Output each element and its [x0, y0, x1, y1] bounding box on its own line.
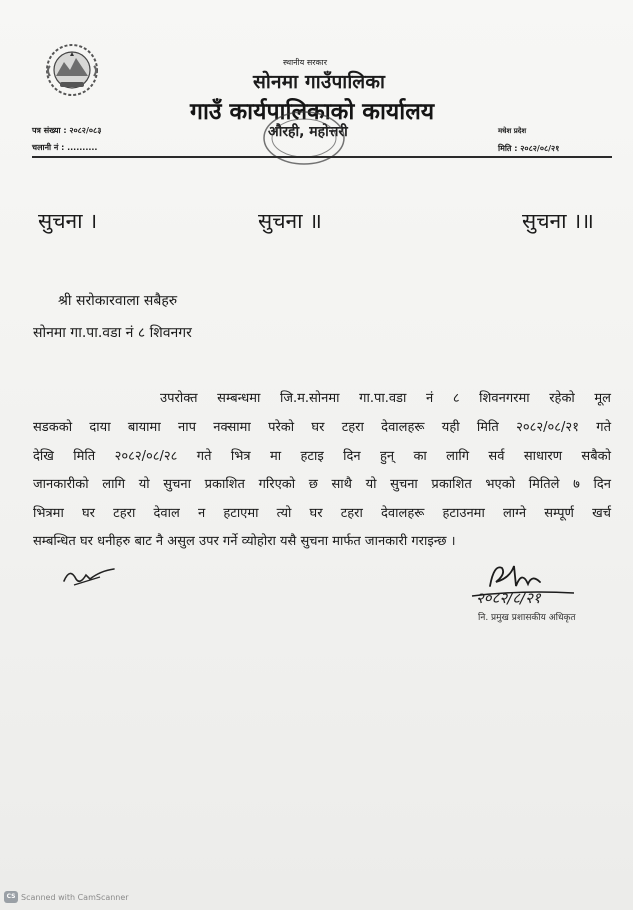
office-stamp-icon [258, 108, 350, 168]
signature-date: २०८२/८/२१ [476, 589, 541, 607]
body-line-3: देखि मिति २०८२/०८/२८ गते भित्र मा हटाइ दिन हुन् का लागि सर्व साधारण सबैको [33, 449, 611, 464]
reference-number: पत्र संख्या : २०८२/०८३ [32, 126, 102, 135]
scanner-text: Scanned with CamScanner [21, 892, 129, 902]
camscanner-logo: CS [4, 891, 18, 903]
body-line-6: सम्बन्धित घर धनीहरु बाट नै असुल उपर गर्ने व्योहोरा यसै सुचना मार्फत जानकारी गराइन्छ । [33, 534, 456, 549]
nepal-emblem-icon [42, 42, 102, 98]
body-line-1: उपरोक्त सम्बन्धमा जि.म.सोनमा गा.पा.वडा नं ८ शिवनगरमा रहेको मूल [160, 391, 611, 406]
scanner-watermark [4, 891, 129, 903]
office-name: गाउँ कार्यपालिकाको कार्यालय [190, 99, 435, 125]
municipality-name: सोनमा गाउँपालिका [253, 71, 386, 93]
office-place: औरही, महोत्तरी [268, 124, 348, 140]
signatory-title: नि. प्रमुख प्रशासकीय अधिकृत [478, 613, 576, 623]
local-gov-label: स्थानीय सरकार [283, 58, 327, 67]
notice-heading-left: सुचना । [38, 209, 98, 233]
handwritten-initials-icon [60, 563, 118, 589]
recipient-line-1: श्री सरोकारवाला सबैहरु [58, 293, 178, 309]
notice-heading-right: सुचना ।॥ [522, 209, 594, 233]
body-line-5: भित्रमा घर टहरा देवाल न हटाएमा त्यो घर टहरा देवालहरू हटाउनमा लाग्ने सम्पूर्ण खर्च [33, 506, 611, 521]
recipient-line-2: सोनमा गा.पा.वडा नं ८ शिवनगर [33, 325, 192, 341]
body-line-2: सडकको दाया बायामा नाप नक्सामा परेको घर टहरा देवालहरू यही मिति २०८२/०८/२१ गते [33, 420, 611, 435]
body-line-4: जानकारीको लागि यो सुचना प्रकाशित गरिएको छ साथै यो सुचना प्रकाशित भएको मितिले ७ दिन [33, 477, 611, 492]
letter-date: मिति : २०८२/०८/२१ [498, 144, 560, 153]
notice-heading-center: सुचना ॥ [258, 209, 322, 233]
header-divider [32, 156, 612, 158]
dispatch-number: चलानी नं : .......... [32, 143, 98, 152]
province-label: मधेश प्रदेश [498, 127, 527, 135]
